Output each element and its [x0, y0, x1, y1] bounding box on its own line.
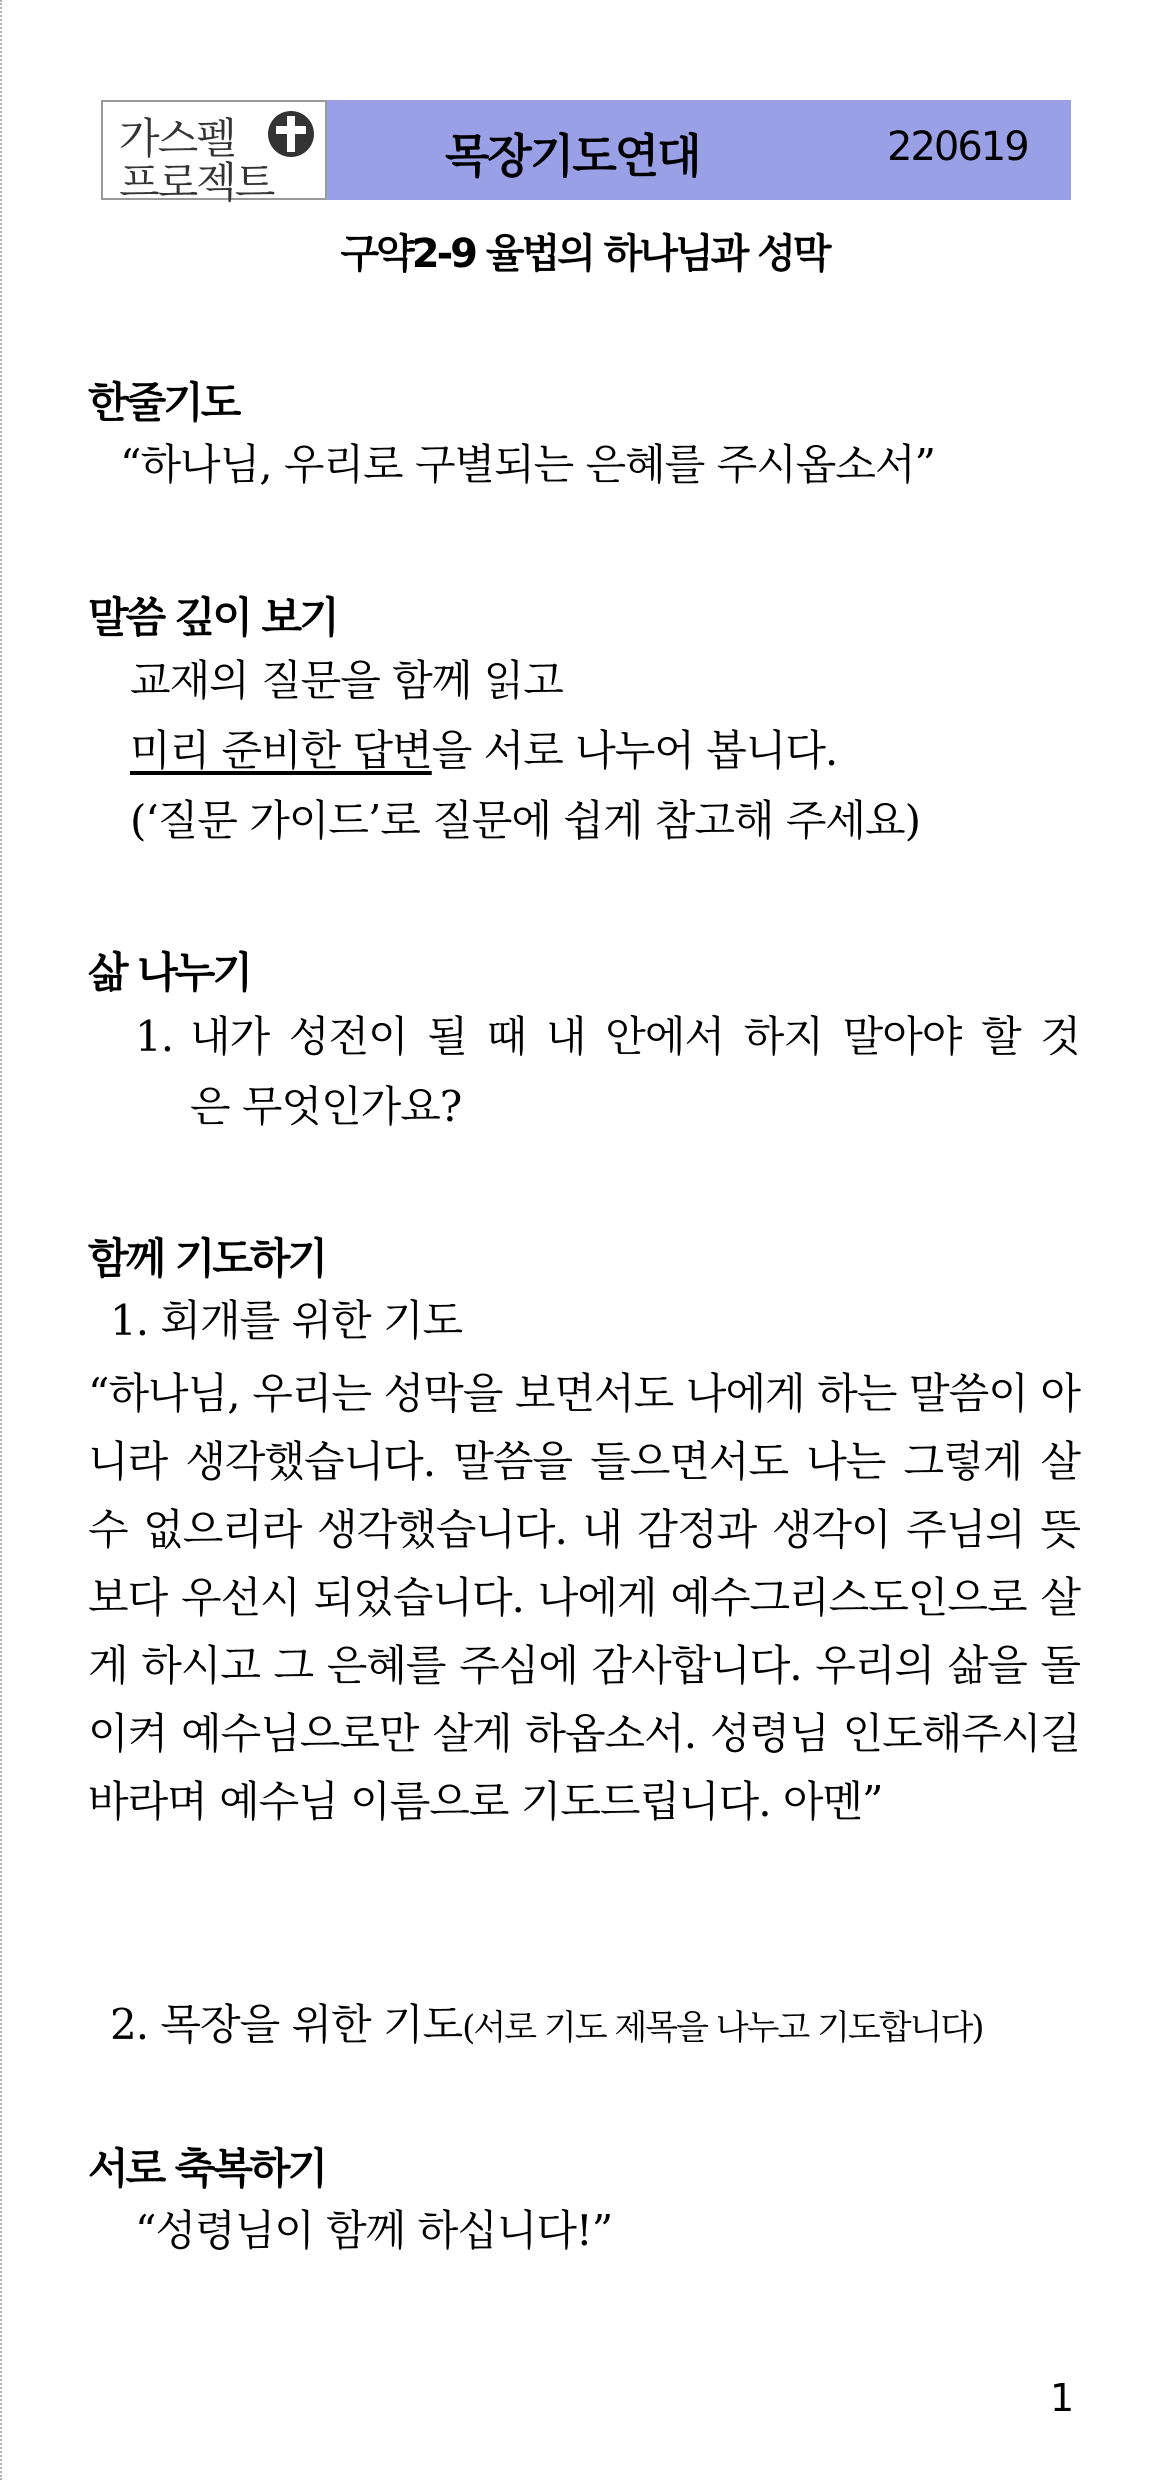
heading-word-deep-look: 말씀 깊이 보기 — [88, 593, 337, 642]
prayer-item-group-label: 2. 목장을 위한 기도 — [110, 2000, 463, 2049]
lesson-subtitle: 구약2-9 율법의 하나님과 성막 — [340, 231, 829, 277]
document-title: 목장기도연대 — [445, 129, 700, 183]
title-band — [327, 100, 1071, 200]
logo-text-line1: 가스펠 — [119, 114, 235, 163]
question-guide-note: (‘질문 가이드’로 질문에 쉽게 참고해 주세요) — [130, 796, 920, 845]
life-question-number: 1. — [135, 1012, 174, 1061]
repentance-prayer-text: “하나님, 우리는 성막을 보면서도 나에게 하는 말씀이 아니라 생각했습니다. 말씀을 들으면서도 나는 그렇게 살 수 없으리라 생각했습니다. 내 감정과 생각이 주님의 뜻보다 우선시 되었습니다. 나에게 예수그리스도인으로 살게 하시고 그 은혜를 주심에 감사합니다. 우리의 삶을 돌이켜 예수님으로만 살게 하옵소서. 성령님 인도해주시길 바라며 예수님 이름으로 기도드립니다. 아멘” — [88, 1369, 1080, 1826]
heading-pray-together: 함께 기도하기 — [88, 1234, 326, 1283]
document-date-code: 220619 — [887, 124, 1028, 170]
heading-life-sharing: 삶 나누기 — [88, 948, 250, 997]
document-header — [101, 100, 1071, 207]
word-instruction-line2 — [130, 726, 837, 776]
cross-icon — [267, 110, 315, 158]
prayer-item-repentance: 1. 회개를 위한 기도 — [110, 1296, 463, 1345]
gospel-project-logo — [101, 100, 327, 207]
prayer-item-group — [110, 2000, 983, 2050]
one-line-prayer-text: “하나님, 우리로 구별되는 은혜를 주시옵소서” — [120, 440, 935, 489]
blessing-text: “성령님이 함께 하십니다!” — [135, 2206, 613, 2255]
page-margin-rule — [0, 0, 2, 2480]
logo-text-line2: 프로젝트 — [119, 158, 274, 207]
life-question-line1: 내가 성전이 될 때 내 안에서 하지 말아야 할 것 — [190, 1012, 1080, 1061]
prayer-item-group-note: (서로 기도 제목을 나누고 기도합니다) — [462, 2008, 983, 2048]
heading-one-line-prayer: 한줄기도 — [88, 378, 239, 427]
page-number: 1 — [1050, 2376, 1075, 2420]
word-instruction-line1: 교재의 질문을 함께 읽고 — [130, 656, 563, 705]
life-question-line2: 은 무엇인가요? — [190, 1082, 462, 1131]
word-instruction-line2-rest: 을 서로 나누어 봅니다. — [431, 726, 838, 775]
prepared-answer-underlined: 미리 준비한 답변 — [130, 726, 432, 775]
heading-blessing: 서로 축복하기 — [88, 2144, 326, 2193]
